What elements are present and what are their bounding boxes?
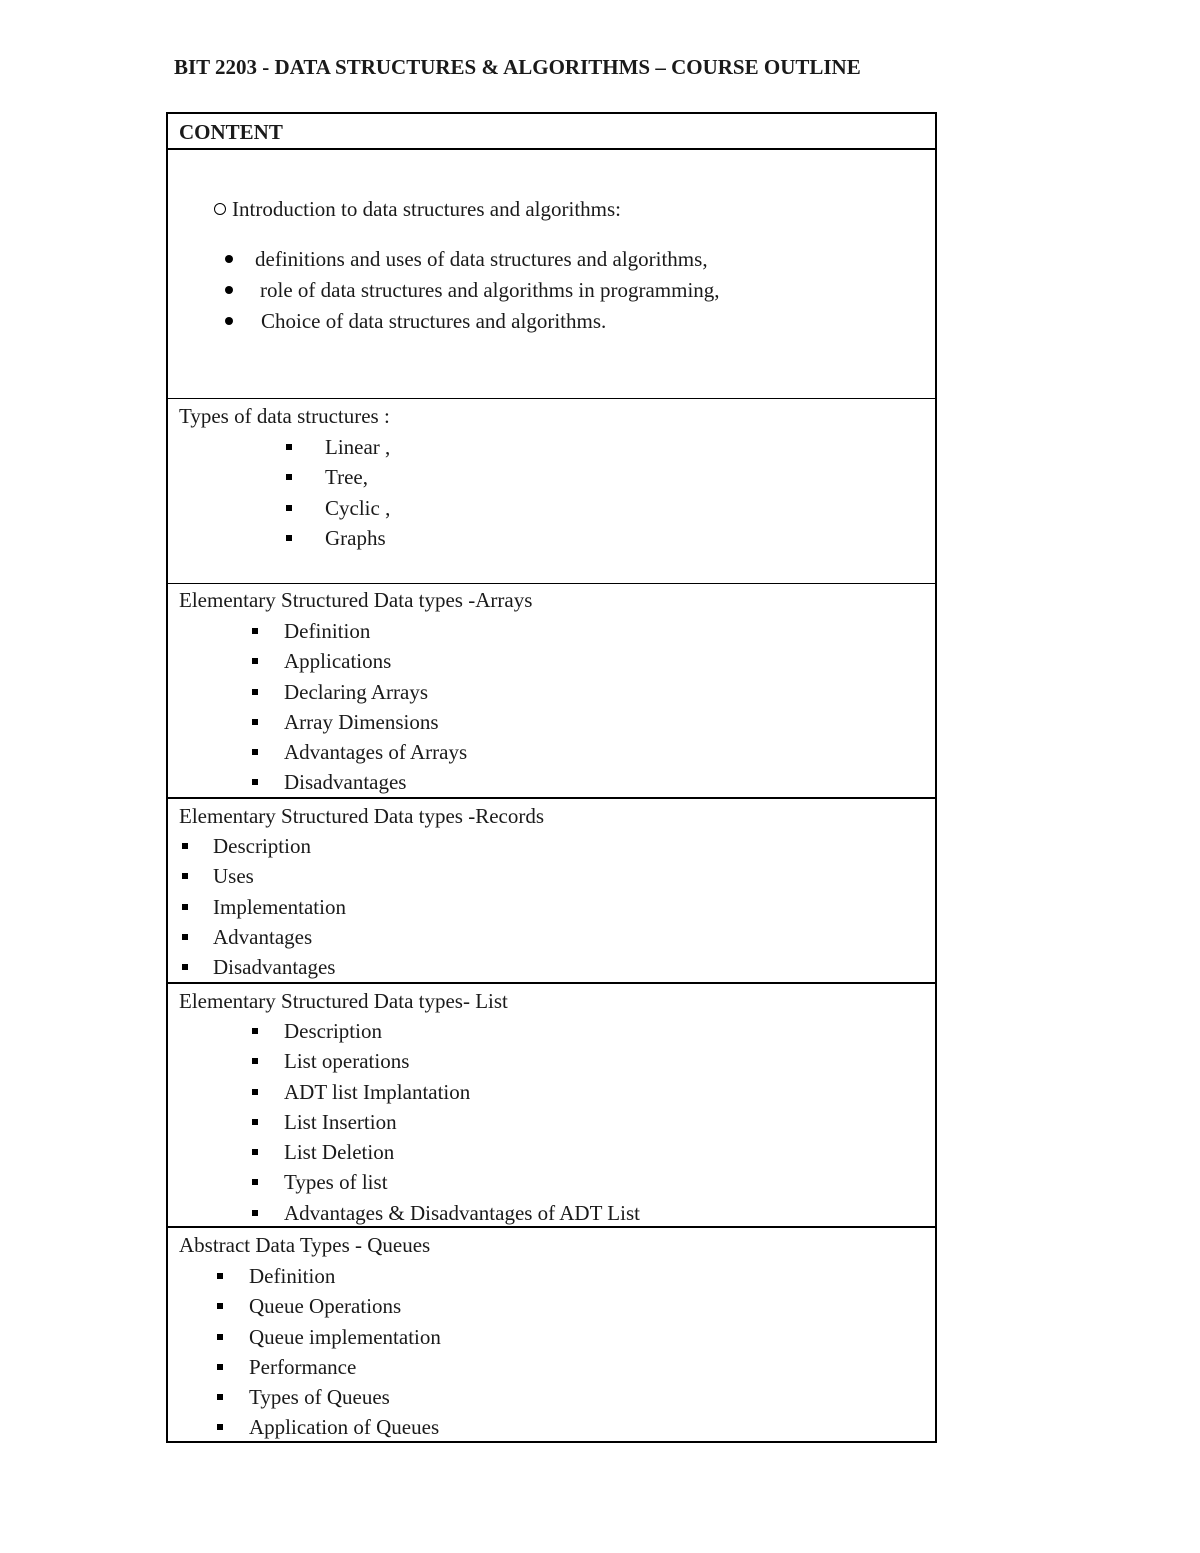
list-item-text: Tree, <box>325 465 368 490</box>
round-bullet-icon <box>225 255 233 263</box>
square-bullet-icon <box>252 1179 258 1185</box>
square-bullet-icon <box>252 628 258 634</box>
square-bullet-icon <box>286 474 292 480</box>
arrays-section <box>168 583 935 797</box>
square-bullet-icon <box>252 719 258 725</box>
queues-heading: Abstract Data Types - Queues <box>179 1233 431 1257</box>
list-item-text: Types of list <box>284 1170 388 1195</box>
list-item-text: ADT list Implantation <box>284 1079 471 1104</box>
square-bullet-icon <box>217 1364 223 1370</box>
list-item-text: Performance <box>249 1354 357 1379</box>
square-bullet-icon <box>252 749 258 755</box>
square-bullet-icon <box>217 1334 223 1340</box>
list-item-text: List Deletion <box>284 1140 395 1165</box>
square-bullet-icon <box>217 1303 223 1309</box>
hollow-bullet-icon <box>214 203 226 215</box>
list-item-text: Description <box>213 834 311 858</box>
square-bullet-icon <box>217 1273 223 1279</box>
list-item-text: Declaring Arrays <box>284 679 429 704</box>
square-bullet-icon <box>252 1058 258 1064</box>
square-bullet-icon <box>252 779 258 785</box>
list-item-text: Choice of data structures and algorithms. <box>261 309 607 333</box>
list-item-text: Advantages & Disadvantages of ADT List <box>284 1200 640 1225</box>
square-bullet-icon <box>252 1119 258 1125</box>
records-section <box>168 797 935 982</box>
queues-section <box>168 1226 935 1441</box>
list-item-text: Applications <box>284 649 392 674</box>
list-item-text: Queue Operations <box>249 1294 402 1319</box>
square-bullet-icon <box>252 689 258 695</box>
list-item-text: definitions and uses of data structures and algorithms, <box>255 247 708 271</box>
intro-heading: Introduction to data structures and algorithms: <box>232 197 621 221</box>
square-bullet-icon <box>252 1089 258 1095</box>
square-bullet-icon <box>286 535 292 541</box>
square-bullet-icon <box>182 964 188 970</box>
list-item-text: role of data structures and algorithms in programming, <box>260 278 720 302</box>
list-item-text: Types of Queues <box>249 1385 390 1410</box>
list-item-text: Linear , <box>325 435 391 459</box>
list-item-text: Advantages of Arrays <box>284 740 468 765</box>
square-bullet-icon <box>182 904 188 910</box>
content-header: CONTENT <box>179 120 283 144</box>
list-item-text: Disadvantages <box>213 955 336 980</box>
list-item-text: Implementation <box>213 894 346 919</box>
square-bullet-icon <box>252 658 258 664</box>
list-item-text: Graphs <box>325 525 386 550</box>
document-title: BIT 2203 - DATA STRUCTURES & ALGORITHMS – COURSE OUTLINE <box>174 55 861 79</box>
intro-section <box>168 148 935 398</box>
list-item-text: Queue implementation <box>249 1324 441 1349</box>
square-bullet-icon <box>217 1394 223 1400</box>
list-item-text: Disadvantages <box>284 770 407 795</box>
square-bullet-icon <box>217 1424 223 1430</box>
list-item-text: Uses <box>213 864 254 889</box>
square-bullet-icon <box>182 843 188 849</box>
list-item-text: Cyclic , <box>325 495 391 520</box>
square-bullet-icon <box>252 1210 258 1216</box>
list-item-text: Advantages <box>213 924 313 949</box>
intro-heading-line <box>214 194 621 224</box>
list-item-text: Application of Queues <box>249 1415 440 1440</box>
square-bullet-icon <box>286 505 292 511</box>
list-item-text: Definition <box>249 1264 336 1288</box>
records-heading: Elementary Structured Data types -Records <box>179 804 545 828</box>
list-item-text: Description <box>284 1019 382 1043</box>
square-bullet-icon <box>252 1028 258 1034</box>
list-heading: Elementary Structured Data types- List <box>179 989 508 1013</box>
arrays-heading: Elementary Structured Data types -Arrays <box>179 588 533 612</box>
list-item-text: Definition <box>284 619 371 643</box>
square-bullet-icon <box>182 873 188 879</box>
list-item-text: Array Dimensions <box>284 709 439 734</box>
list-item-text: List operations <box>284 1049 410 1074</box>
course-outline-table <box>166 112 937 1443</box>
list-section <box>168 982 935 1226</box>
square-bullet-icon <box>286 444 292 450</box>
round-bullet-icon <box>225 317 233 325</box>
types-section <box>168 398 935 583</box>
list-item-text: List Insertion <box>284 1109 397 1134</box>
square-bullet-icon <box>182 934 188 940</box>
round-bullet-icon <box>225 286 233 294</box>
table-header-row <box>168 114 935 148</box>
square-bullet-icon <box>252 1149 258 1155</box>
types-heading: Types of data structures : <box>179 404 390 428</box>
